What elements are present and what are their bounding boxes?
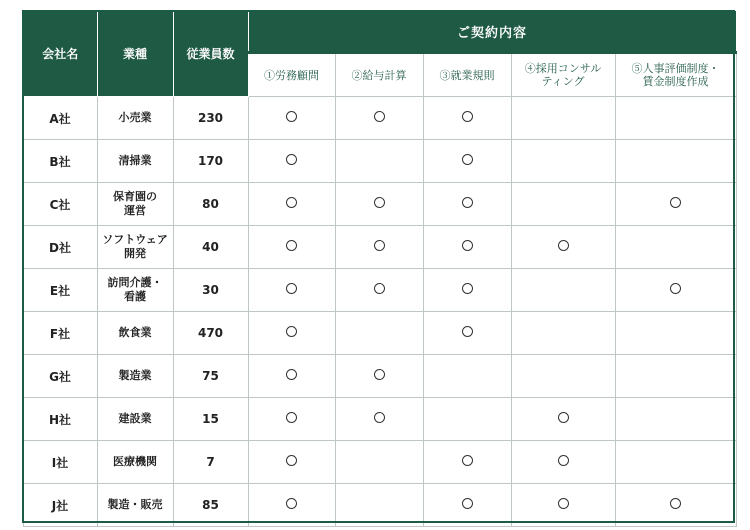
employees-cell: 75 [173,355,248,398]
industry-cell: 飲食業 [97,312,173,355]
employees-cell: 470 [173,312,248,355]
company-cell: J社 [23,484,97,527]
company-cell: G社 [23,355,97,398]
industry-cell: 小売業 [97,97,173,140]
header-service-2: ②給与計算 [335,53,423,97]
company-cell: B社 [23,140,97,183]
company-cell: F社 [23,312,97,355]
header-service-5: ⑤人事評価制度・ 賃金制度作成 [615,53,736,97]
company-cell: D社 [23,226,97,269]
company-cell: C社 [23,183,97,226]
employees-cell: 40 [173,226,248,269]
employees-cell: 85 [173,484,248,527]
header-contract-group: ご契約内容 [248,11,736,53]
header-company: 会社名 [23,11,97,97]
employees-cell: 230 [173,97,248,140]
company-cell: I社 [23,441,97,484]
employees-cell: 170 [173,140,248,183]
company-cell: A社 [23,97,97,140]
table-frame [22,10,735,523]
industry-cell: 建設業 [97,398,173,441]
industry-cell: 製造業 [97,355,173,398]
employees-cell: 15 [173,398,248,441]
header-industry: 業種 [97,11,173,97]
industry-cell: ソフトウェア 開発 [97,226,173,269]
industry-cell: 清掃業 [97,140,173,183]
industry-cell: 訪問介護・ 看護 [97,269,173,312]
header-service-3: ③就業規則 [423,53,511,97]
company-cell: H社 [23,398,97,441]
industry-cell: 製造・販売 [97,484,173,527]
employees-cell: 7 [173,441,248,484]
employees-cell: 30 [173,269,248,312]
company-cell: E社 [23,269,97,312]
industry-cell: 保育園の 運営 [97,183,173,226]
header-employees: 従業員数 [173,11,248,97]
industry-cell: 医療機関 [97,441,173,484]
employees-cell: 80 [173,183,248,226]
header-service-1: ①労務顧問 [248,53,335,97]
header-service-4: ④採用コンサル ティング [511,53,615,97]
